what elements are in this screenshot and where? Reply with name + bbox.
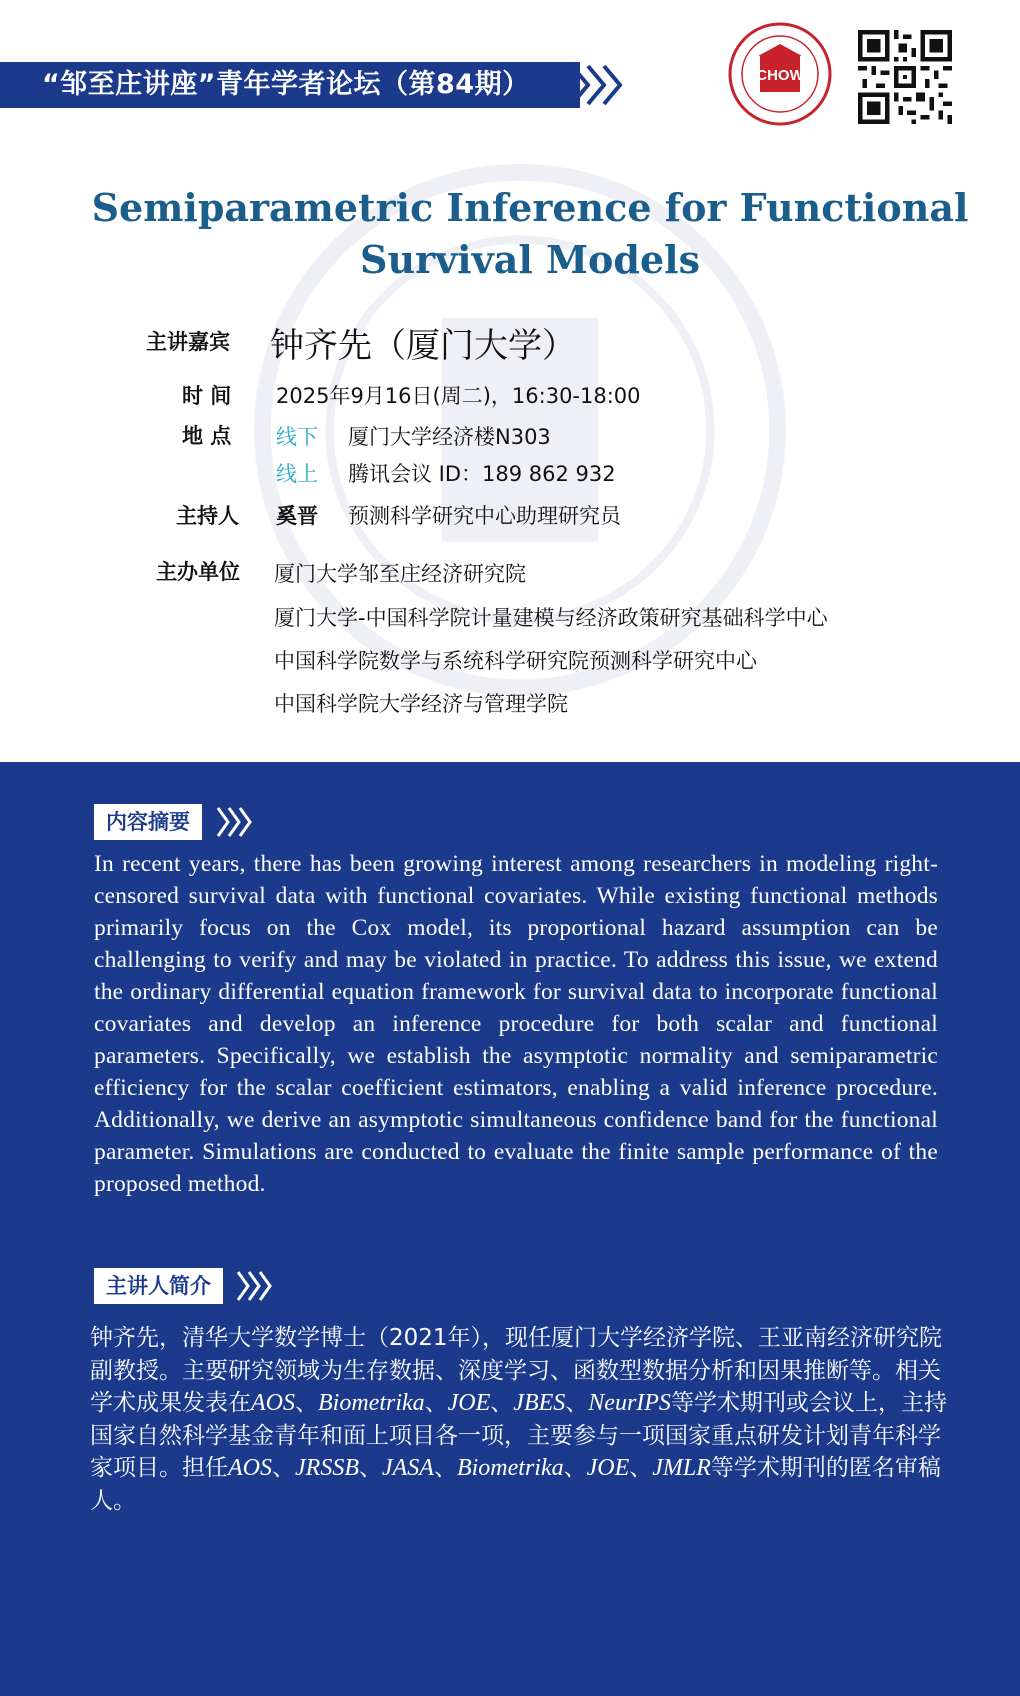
organizer-label: 主办单位 xyxy=(156,560,240,584)
separator: 、 xyxy=(295,1390,318,1416)
qr-code[interactable] xyxy=(858,30,952,124)
journal-name: Biometrika xyxy=(318,1390,425,1416)
bio-label: 主讲人简介 xyxy=(106,1274,211,1298)
bio-tab xyxy=(94,1268,223,1304)
host-title: 预测科学研究中心助理研究员 xyxy=(348,504,621,528)
organizer-item: 中国科学院大学经济与管理学院 xyxy=(274,692,568,716)
chevrons-icon xyxy=(234,1266,278,1306)
time-value: 2025年9月16日(周二)，16:30-18:00 xyxy=(276,384,641,408)
series-title: “邹至庄讲座”青年学者论坛（第84期） xyxy=(42,69,530,100)
abstract-tab xyxy=(94,804,202,840)
series-banner xyxy=(0,62,580,108)
journal-name: Biometrika xyxy=(456,1455,564,1481)
separator: 、 xyxy=(490,1390,514,1416)
journal-name: JOE xyxy=(447,1390,491,1416)
speaker-label: 主讲嘉宾 xyxy=(146,330,230,354)
time-label: 时 间 xyxy=(182,384,232,408)
logo-text: CHOW xyxy=(756,67,804,84)
separator: 、 xyxy=(629,1455,653,1481)
speaker-bio xyxy=(90,1322,950,1517)
journal-name: AOS xyxy=(251,1390,295,1416)
talk-title-line2: Survival Models xyxy=(360,237,700,282)
institute-logo xyxy=(728,22,832,126)
journal-name: JMLR xyxy=(652,1455,711,1481)
host-label: 主持人 xyxy=(176,504,239,528)
chevrons-icon xyxy=(214,802,258,842)
organizer-item: 中国科学院数学与系统科学研究院预测科学研究中心 xyxy=(274,649,757,673)
journal-name: JBES xyxy=(513,1390,566,1416)
bio-text: 钟齐先，清华大学数学博士（2021年），现任厦门大学经济学院、王亚南经济研究院副教授。主要研究领域为生存数据、深度学习、函数型数据分析和因果推断等。相关学术成果发表在 xyxy=(90,1325,943,1416)
offline-location: 厦门大学经济楼N303 xyxy=(348,425,551,449)
separator: 、 xyxy=(565,1390,589,1416)
journal-name: JRSSB xyxy=(295,1455,359,1481)
journal-name: AOS xyxy=(228,1455,272,1481)
bio-text: 等学术期刊或会议上，主持国家自然科学基金青年和面上项目各一项，主要参与一项国家重点研发计划青年科学家项目。担任 xyxy=(90,1390,947,1481)
separator: 、 xyxy=(424,1390,448,1416)
talk-title-line1: Semiparametric Inference for Functional xyxy=(91,185,969,230)
abstract-text: In recent years, there has been growing interest among researchers in modeling right-censored survival data with functional covariates. While existing functional methods primarily focus on the Cox model, its proportional hazard assumption can be challenging to verify and may be violated in practice. To address this issue, we extend the ordinary differential equation framework for survival data to incorporate functional covariates and develop an inference procedure for both scalar and functional parameters. Specifically, we establish the asymptotic normality and semiparametric efficiency for the scalar coefficient estimators, enabling a valid inference procedure. Additionally, we derive an asymptotic simultaneous confidence band for the functional parameter. Simulations are conducted to evaluate the finite sample performance of the proposed method. xyxy=(94,851,938,1197)
offline-tag: 线下 xyxy=(276,425,318,449)
journal-name: JOE xyxy=(586,1455,630,1481)
separator: 、 xyxy=(433,1455,457,1481)
location-label: 地 点 xyxy=(182,424,232,448)
talk-title xyxy=(0,182,1020,286)
journal-name: NeurIPS xyxy=(588,1390,671,1416)
separator: 、 xyxy=(563,1455,587,1481)
speaker-name: 钟齐先（厦门大学） xyxy=(270,326,576,366)
organizer-item: 厦门大学-中国科学院计量建模与经济政策研究基础科学中心 xyxy=(274,606,828,630)
bio-text: 等学术期刊的匿名审稿人。 xyxy=(90,1455,941,1514)
online-tag: 线上 xyxy=(276,462,318,486)
abstract-label: 内容摘要 xyxy=(106,810,190,834)
online-meeting-id: 腾讯会议 ID：189 862 932 xyxy=(348,462,616,486)
journal-name: JASA xyxy=(381,1455,434,1481)
separator: 、 xyxy=(358,1455,382,1481)
chevrons-icon xyxy=(568,60,632,110)
host-name: 奚晋 xyxy=(276,504,318,528)
organizer-item: 厦门大学邹至庄经济研究院 xyxy=(274,562,526,586)
separator: 、 xyxy=(272,1455,295,1481)
